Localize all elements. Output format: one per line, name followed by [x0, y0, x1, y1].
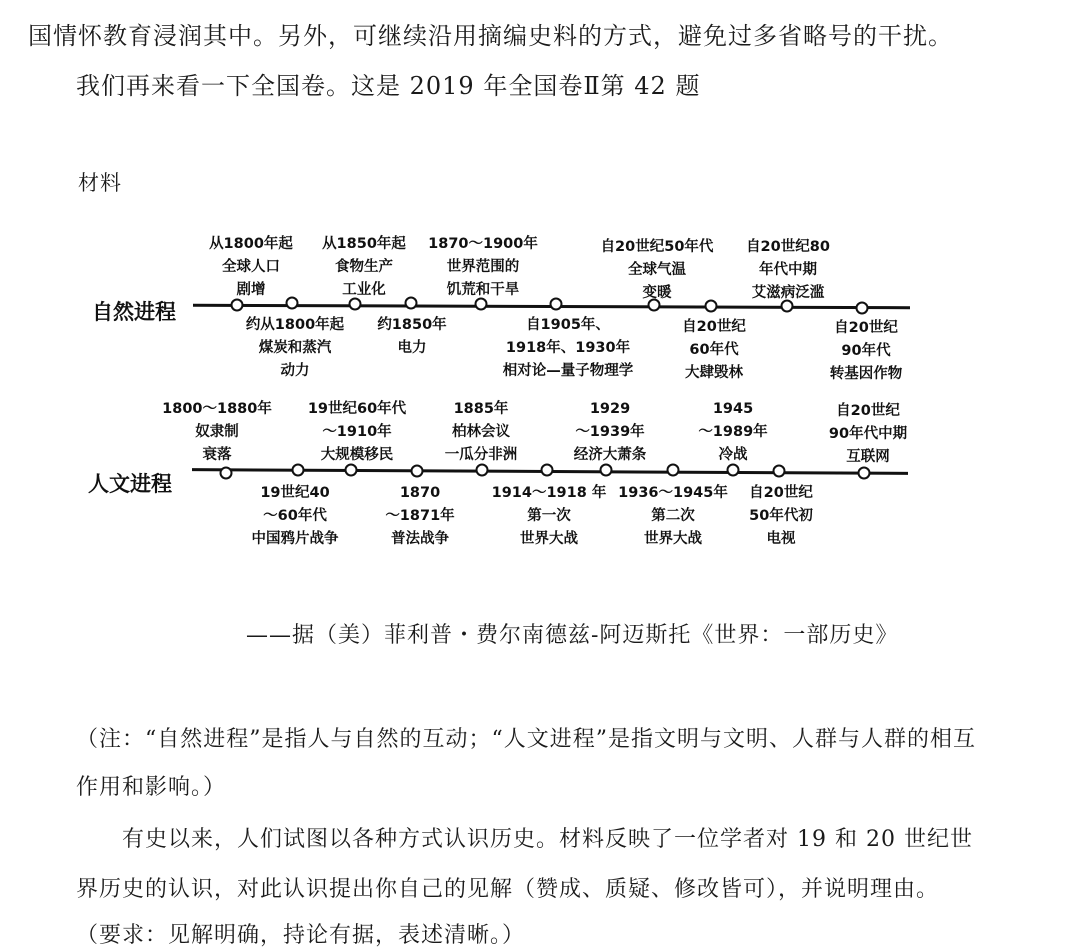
timeline-dot [667, 464, 680, 477]
nature-event-above: 自20世纪80 年代中期 艾滋病泛滥 [746, 239, 830, 301]
human-event-above: 1929 ～1939年 经济大萧条 [573, 401, 647, 463]
timeline-dot [856, 302, 869, 315]
body-line-1: 国情怀教育浸润其中。另外，可继续沿用摘编史料的方式，避免过多省略号的干扰。 [28, 22, 953, 50]
human-event-below: 1870 ～1871年 普法战争 [385, 485, 455, 547]
human-event-above: 1885年 柏林会议 一瓜分非洲 [444, 401, 518, 463]
nature-event-below: 约从1800年起 煤炭和蒸汽 动力 [245, 317, 345, 379]
human-event-below: 19世纪40 ～60年代 中国鸦片战争 [251, 485, 339, 547]
nature-event-above: 自20世纪50年代 全球气温 变暖 [600, 239, 714, 301]
body-line-2: 我们再来看一下全国卷。这是 2019 年全国卷Ⅱ第 42 题 [76, 72, 701, 100]
human-event-below: 1936～1945年 第二次 世界大战 [618, 485, 728, 547]
nature-event-below: 自20世纪 90年代 转基因作物 [829, 320, 903, 382]
human-axis-title: 人文进程 [88, 472, 172, 496]
source-citation: ——据（美）菲利普・费尔南德兹-阿迈斯托《世界：一部历史》 [246, 623, 899, 648]
nature-event-above: 1870～1900年 世界范围的 饥荒和干旱 [428, 236, 538, 298]
human-event-below: 1914～1918 年 第一次 世界大战 [491, 485, 607, 547]
timeline-dot [550, 298, 563, 311]
question-line-2: 界历史的认识，对此认识提出你自己的见解（赞成、质疑、修改皆可），并说明理由。 [76, 877, 940, 902]
nature-event-below: 约1850年 电力 [377, 317, 447, 356]
human-event-above: 自20世纪 90年代中期 互联网 [828, 403, 908, 465]
human-event-above: 1800～1880年 奴隶制 衰落 [162, 401, 272, 463]
nature-event-above: 从1850年起 食物生产 工业化 [322, 236, 406, 298]
timeline-dot [220, 467, 233, 480]
timeline-dot [541, 464, 554, 477]
nature-event-above: 从1800年起 全球人口 剧增 [209, 236, 293, 298]
note-line-1: （注：“自然进程”是指人与自然的互动；“人文进程”是指文明与文明、人群与人群的相互 [76, 727, 976, 752]
question-line-3: （要求：见解明确，持论有据，表述清晰。） [76, 923, 526, 948]
nature-axis-title: 自然进程 [92, 300, 176, 324]
human-event-above: 1945 ～1989年 冷战 [698, 401, 768, 463]
note-line-2: 作用和影响。） [76, 775, 227, 800]
human-event-below: 自20世纪 50年代初 电视 [749, 485, 813, 547]
material-label: 材料 [78, 171, 122, 195]
nature-event-below: 自20世纪 60年代 大肆毁林 [682, 319, 746, 381]
nature-event-below: 自1905年、 1918年、1930年 相对论—量子物理学 [502, 317, 634, 379]
human-event-above: 19世纪60年代 ～1910年 大规模移民 [307, 401, 407, 463]
question-line-1: 有史以来，人们试图以各种方式认识历史。材料反映了一位学者对 19 和 20 世纪世 [122, 827, 973, 852]
